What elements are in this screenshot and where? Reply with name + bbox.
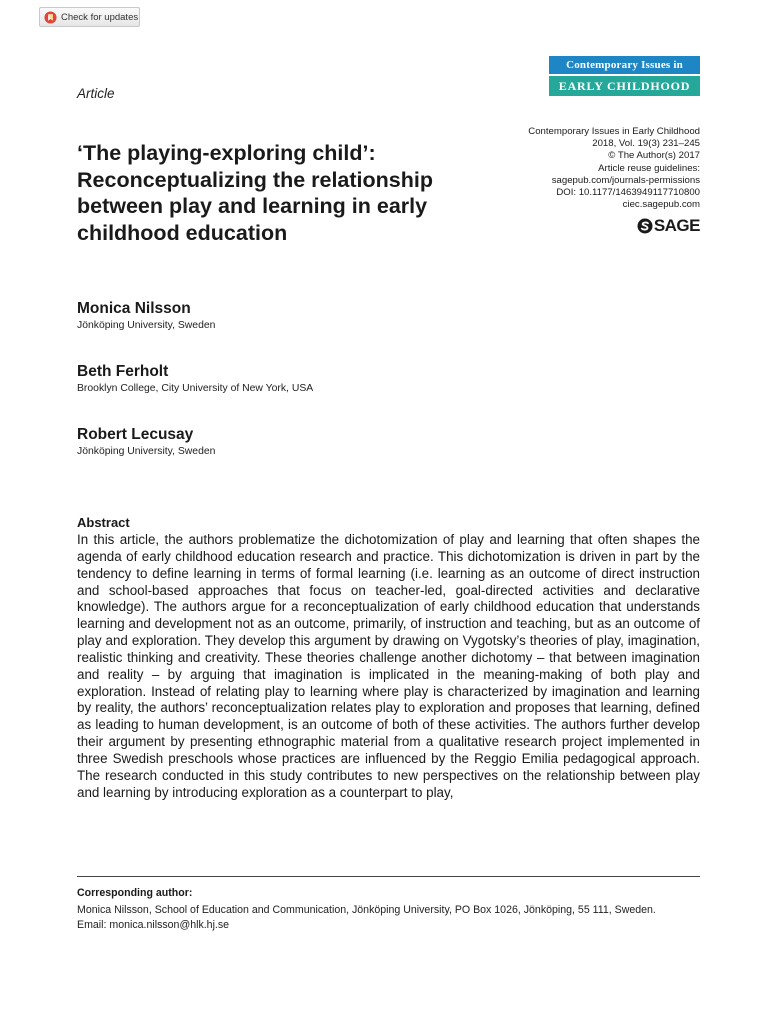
footnote-divider <box>77 876 700 877</box>
journal-website-link[interactable]: ciec.sagepub.com <box>622 199 700 211</box>
doi[interactable]: DOI: 10.1177/1463949117710800 <box>556 187 700 199</box>
journal-name: Contemporary Issues in Early Childhood <box>528 126 700 137</box>
author-affiliation: Jönköping University, Sweden <box>77 320 216 331</box>
article-title: ‘The playing-exploring child’: Reconceptualizing the relationship between play and learning in early childhood education <box>77 141 433 245</box>
author-affiliation: Brooklyn College, City University of New York, USA <box>77 383 314 394</box>
sage-s-icon <box>637 218 653 234</box>
sage-logo-text: SAGE <box>653 216 700 235</box>
copyright: © The Author(s) 2017 <box>608 150 700 162</box>
check-for-updates-button[interactable] <box>39 7 140 27</box>
check-for-updates-label: Check for updates <box>61 11 139 23</box>
abstract-body: In this article, the authors problematize the dichotomization of play and learning that often shapes the agenda of early childhood education research and practice. This dichotomization is driven in part by the tendency to define learning in terms of formal learning (i.e. learning as an outcome of direct instruction and school-based approaches that focus on teacher-led, goal-directed activities and declarative knowledge). The authors argue for a reconceptualization of early childhood education that understands learning and development not as an outcome, primarily, of instruction and teaching, but as an outcome of play and exploration. They develop this argument by drawing on Vygotsky’s theories of play, imagination, realistic thinking and creativity. These theories challenge another dichotomy – that between imagination and reality – by arguing that imagination is implicated in the meaning-making of both play and exploration. Instead of relating play to learning where play is characterized by imagination and learning by reality, the authors’ reconceptualization relates play to exploration and proposes that learning, defined as leading to human development, is an outcome of both of these activities. The authors further develop their argument by presenting ethnographic material from a qualitative research project implemented in three Swedish preschools whose practices are influenced by the Reggio Emilia pedagogical approach. The research conducted in this study contributes to new perspectives on the relationship between play and learning by introducing exploration as a counterpart to play, <box>77 532 700 800</box>
corresponding-author-email[interactable]: Email: monica.nilsson@hlk.hj.se <box>77 919 230 931</box>
author-name: Beth Ferholt <box>77 363 169 380</box>
sage-logo <box>637 216 700 236</box>
corresponding-author-details <box>77 903 677 933</box>
reuse-guidelines-label: Article reuse guidelines: <box>598 162 700 174</box>
publication-info <box>480 126 700 211</box>
author-name: Monica Nilsson <box>77 300 191 317</box>
journal-banner-line1: Contemporary Issues in <box>549 56 700 74</box>
author-name: Robert Lecusay <box>77 426 194 443</box>
corresponding-author-heading: Corresponding author: <box>77 887 193 899</box>
journal-banner <box>549 56 700 96</box>
author-affiliation: Jönköping University, Sweden <box>77 446 216 457</box>
journal-banner-line2: EARLY CHILDHOOD <box>549 76 700 96</box>
permissions-link[interactable]: sagepub.com/journals-permissions <box>551 174 700 186</box>
abstract-heading: Abstract <box>77 515 130 530</box>
volume-pages: 2018, Vol. 19(3) 231–245 <box>592 138 700 150</box>
bookmark-ribbon-icon <box>44 11 57 24</box>
article-type-label: Article <box>77 86 115 101</box>
corresponding-author-address: Monica Nilsson, School of Education and Communication, Jönköping University, PO Box 1026, Jönköping, 55 111, Sweden. <box>77 904 656 916</box>
